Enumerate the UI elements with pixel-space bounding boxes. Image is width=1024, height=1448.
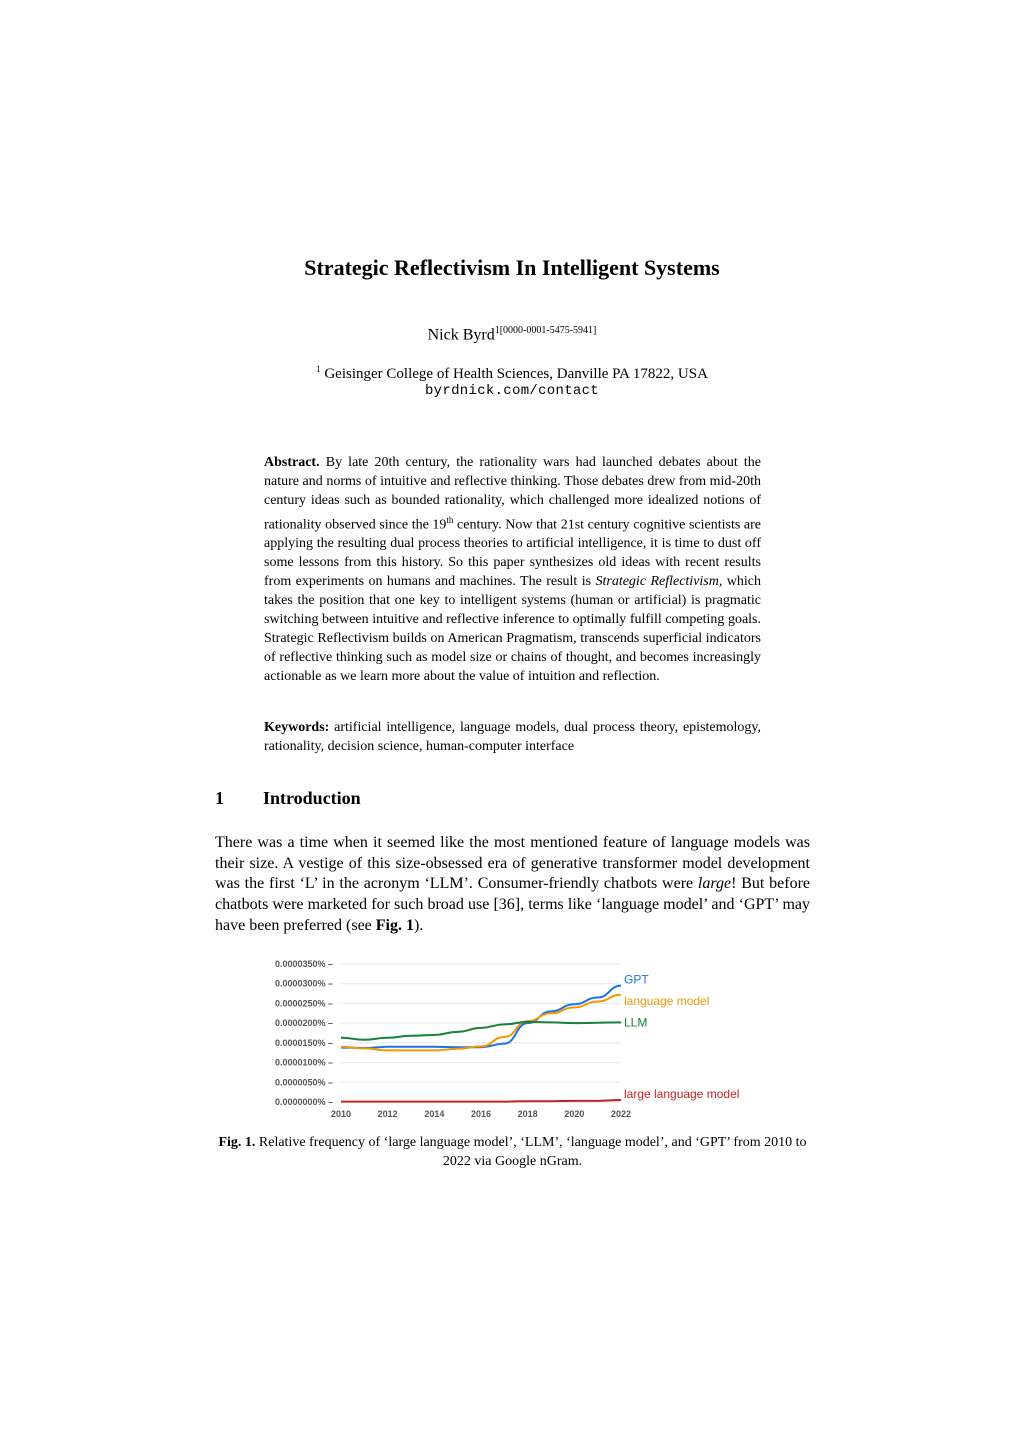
y-tick-label: 0.0000000% – (274, 1097, 333, 1107)
ngram-chart (266, 952, 766, 1124)
y-tick-label: 0.0000250% – (274, 998, 333, 1009)
keywords (264, 719, 761, 757)
author-line (0, 325, 1024, 344)
abstract-text: century. Now that 21st century cognitive scientists are applying the resulting dual process theories to artificial intelligence, it is time to dust off some lessons from this history. So this paper synthesizes old ideas with recent results from experiments on humans and machines. The result is (264, 517, 761, 590)
y-tick-label: 0.0000200% – (274, 1018, 333, 1029)
figure-reference[interactable]: Fig. 1 (375, 916, 414, 934)
section-title: Introduction (263, 788, 361, 808)
x-tick-label: 2010 (330, 1109, 352, 1119)
contact-link[interactable]: byrdnick.com/contact (424, 383, 600, 399)
x-tick-label: 2020 (564, 1109, 585, 1119)
abstract (264, 454, 761, 687)
series-label: language model (624, 993, 710, 1008)
chart-series-labels (624, 973, 739, 1101)
x-tick-label: 2018 (517, 1109, 538, 1119)
intro-italic: large (697, 875, 732, 893)
author-orcid: 1[0000-0001-5475-5941] (494, 325, 597, 336)
intro-text: ! But before chatbots were marketed for such broad use [36], terms like ‘language model’ and ‘GPT’ may have been preferred (see (215, 875, 810, 934)
x-tick-label: 2014 (424, 1109, 445, 1119)
chart-gridlines (341, 964, 621, 1102)
y-tick-label: 0.0000100% – (274, 1057, 333, 1068)
abstract-text: , which takes the position that one key to intelligent systems (human or artificial) is pragmatic switching between intuitive and reflective inference to optimally fulfill competing goals. Strategic Reflectivism builds on American Pragmatism, transcends superficial indicators of reflective thinking such as model size or chains of thought, and becomes increasingly actionable as we learn more about the value of intuition and reflection. (264, 574, 762, 684)
affiliation-marker: 1 (316, 364, 321, 374)
y-tick-label: 0.0000050% – (274, 1077, 333, 1088)
x-tick-label: 2016 (470, 1109, 492, 1119)
section-heading (215, 788, 361, 809)
section-number: 1 (215, 788, 224, 808)
figure-caption (215, 1133, 810, 1171)
series-line (341, 1022, 621, 1040)
caption-text: Relative frequency of ‘large language model’, ‘LLM’, ‘language model’, and ‘GPT’ from 2010 to 2022 via Google nGram. (258, 1135, 807, 1169)
series-label: LLM (624, 1015, 648, 1030)
intro-paragraph (215, 833, 810, 937)
abstract-italic: Strategic Reflectivism (595, 574, 719, 590)
intro-text: ). (414, 916, 424, 934)
caption-label: Fig. 1. (218, 1135, 256, 1150)
affiliation (0, 364, 1024, 383)
abstract-sup: th (446, 514, 454, 525)
series-label: large language model (624, 1087, 740, 1102)
intro-text: There was a time when it seemed like the most mentioned feature of language models was their size. A vestige of this size-obsessed era of generative transformer model development was the first ‘L’ in the acronym ‘LLM’. Consumer-friendly chatbots were (215, 834, 810, 893)
x-tick-label: 2022 (610, 1109, 632, 1119)
y-tick-label: 0.0000150% – (274, 1037, 333, 1048)
author-name: Nick Byrd (427, 326, 495, 344)
x-axis-ticks (331, 1109, 631, 1119)
paper-title: Strategic Reflectivism In Intelligent Systems (304, 255, 720, 280)
keywords-label: Keywords: (264, 720, 330, 735)
abstract-text: By late 20th century, the rationality wars had launched debates about the nature and norms of intuitive and reflective thinking. Those debates drew from mid-20th century ideas such as bounded rationality, which challenged more idealized notions of rationality observed since the 19 (264, 455, 762, 533)
affiliation-text: Geisinger College of Health Sciences, Danville PA 17822, USA (324, 366, 708, 382)
y-tick-label: 0.0000350% – (274, 959, 333, 969)
series-label: GPT (624, 972, 649, 987)
x-tick-label: 2012 (377, 1109, 398, 1119)
abstract-label: Abstract. (264, 455, 320, 470)
y-tick-label: 0.0000300% – (274, 978, 333, 989)
series-line (341, 1100, 621, 1102)
y-axis-ticks (275, 959, 333, 1107)
keywords-text: artificial intelligence, language models, dual process theory, epistemology, rationality, decision science, human-computer interface (264, 720, 761, 754)
